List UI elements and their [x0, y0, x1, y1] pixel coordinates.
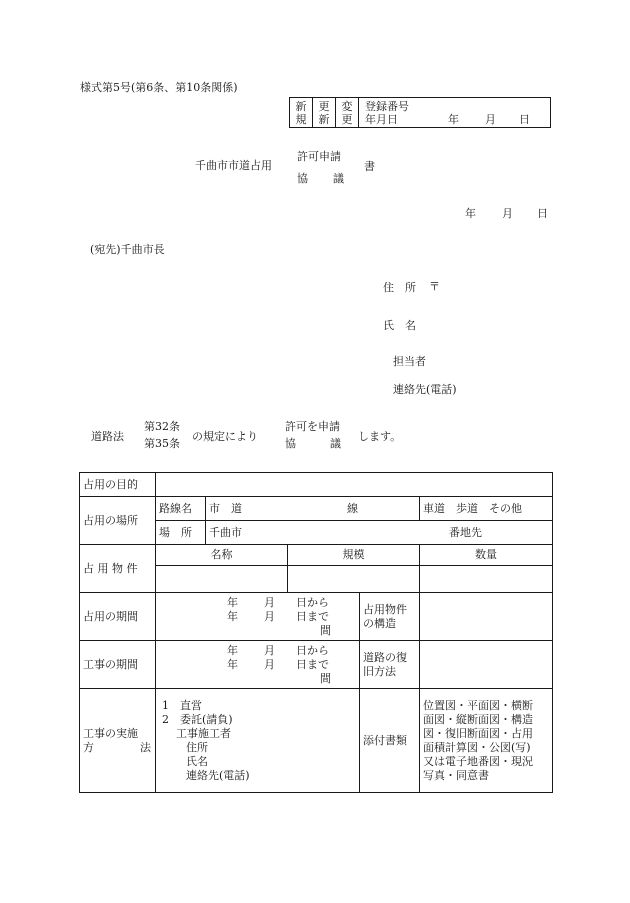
address-label: 住 所 [383, 281, 416, 294]
work-period-field[interactable]: 年 月 日から 年 月 日まで 間 [156, 641, 360, 689]
title-suffix: 書 [364, 160, 375, 173]
date-month: 月 [502, 207, 513, 220]
object-spec-field[interactable] [288, 566, 420, 593]
title-option-permit[interactable]: 許可申請 [297, 150, 341, 163]
new-cell[interactable]: 新 規 [290, 98, 313, 128]
object-name-header: 名称 [156, 545, 288, 566]
date-year: 年 [465, 207, 476, 220]
article-32[interactable]: 第32条 [144, 420, 180, 433]
work-period-label: 工事の期間 [80, 641, 156, 689]
registration-number-label: 登録番号 [365, 99, 409, 113]
period-field[interactable]: 年 月 日から 年 月 日まで 間 [156, 593, 360, 641]
name-label: 氏 名 [383, 319, 416, 332]
object-qty-field[interactable] [420, 566, 553, 593]
road-type-field[interactable]: 車道 歩道 その他 [420, 497, 553, 521]
form-number: 様式第5号(第6条、第10条関係) [80, 81, 238, 94]
article-35[interactable]: 第35条 [144, 437, 180, 450]
purpose-field[interactable] [156, 473, 553, 497]
method-label: 工事の実施 方 法 [80, 689, 156, 793]
restore-field[interactable] [420, 641, 553, 689]
purpose-label: 占用の目的 [80, 473, 156, 497]
contact-person-label: 担当者 [393, 355, 426, 368]
law-label: 道路法 [91, 430, 124, 443]
change-cell[interactable]: 変 更 [336, 98, 359, 128]
object-name-field[interactable] [156, 566, 288, 593]
attachment-list: 位置図・平面図・横断 面図・縦断面図・構造 図・復旧断面図・占用 面積計算図・公図(写) 又は電子地番図・現況 写真・同意書 [420, 689, 553, 793]
addressee: (宛先)千曲市長 [90, 243, 165, 256]
application-table [79, 472, 553, 793]
title-prefix: 千曲市市道占用 [195, 159, 272, 172]
contact-phone-label: 連絡先(電話) [393, 383, 457, 396]
method-contract[interactable]: 2 委託(請負) [162, 712, 233, 726]
statement-ending: します。 [358, 430, 402, 443]
postal-mark: 〒 [429, 280, 440, 293]
registration-date-label: 年月日 [365, 112, 398, 126]
statement-option-permit[interactable]: 許可を申請 [285, 420, 340, 433]
restore-label: 道路の復 旧方法 [360, 641, 420, 689]
period-label: 占用の期間 [80, 593, 156, 641]
provision-text: の規定により [192, 430, 258, 443]
object-qty-header: 数量 [420, 545, 553, 566]
method-direct[interactable]: 1 直営 [162, 698, 202, 712]
route-name-label: 路線名 [156, 497, 206, 521]
registration-info[interactable]: 登録番号 年月日 年 月 日 [359, 98, 551, 128]
route-name-field[interactable]: 市 道 線 [206, 497, 420, 521]
renewal-cell[interactable]: 更 新 [313, 98, 336, 128]
date-day: 日 [537, 207, 548, 220]
structure-field[interactable] [420, 593, 553, 641]
location-field[interactable]: 千曲市 番地先 [206, 521, 553, 545]
location-label: 場 所 [156, 521, 206, 545]
place-label: 占用の場所 [80, 497, 156, 545]
method-field[interactable]: 1 直営 2 委託(請負) 工事施工者 住所 氏名 連絡先(電話) [156, 689, 360, 793]
registration-box [289, 97, 551, 128]
object-spec-header: 規模 [288, 545, 420, 566]
object-label: 占 用 物 件 [80, 545, 156, 593]
attachment-label: 添付書類 [360, 689, 420, 793]
structure-label: 占用物件 の構造 [360, 593, 420, 641]
